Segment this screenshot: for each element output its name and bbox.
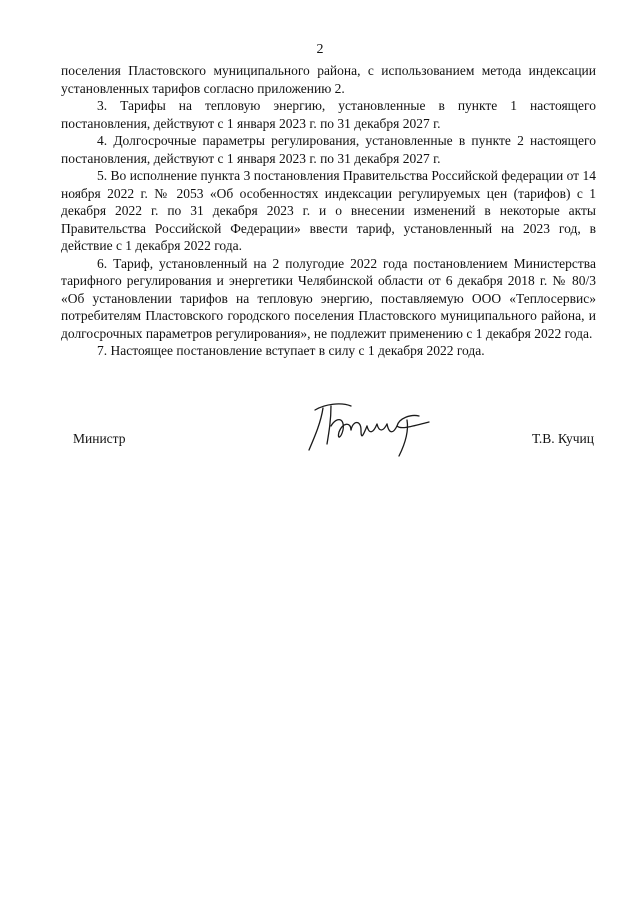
document-body [61,62,596,360]
paragraph-4: 4. Долгосрочные параметры регулирования, установленные в пункте 2 настоящего постановления, действуют с 1 января 2023 г. по 31 декабря 2027 г. [61,133,596,166]
paragraph-3: 3. Тарифы на тепловую энергию, установленные в пункте 1 настоящего постановления, действуют с 1 января 2023 г. по 31 декабря 2027 г. [61,98,596,131]
signatory-name: Т.В. Кучиц [531,431,594,446]
page-number: 2 [316,42,324,57]
paragraph-5: 5. Во исполнение пункта 3 постановления Правительства Российской федерации от 14 ноября 2022 г. № 2053 «Об особенностях индексации регулируемых цен (тарифов) с 1 декабря 2022 г. по 31 декабря 2023 г. и о внесении изменений в некоторые акты Правительства Российской Федерации» ввести тариф, установленный на 2023 год, в действие с 1 декабря 2022 года. [61,168,596,253]
handwritten-signature [301,400,441,462]
paragraph-6: 6. Тариф, установленный на 2 полугодие 2022 года постановлением Министерства тарифного регулирования и энергетики Челябинской области от 6 декабря 2018 г. № 80/3 «Об установлении тарифов на тепловую энергию, поставляемую ООО «Теплосервис» потребителям Пластовского городского поселения Пластовского муниципального района, и долгосрочных параметров регулирования», не подлежит применению с 1 декабря 2022 года. [61,255,596,341]
paragraph-continuation: поселения Пластовского муниципального района, с использованием метода индексации установленных тарифов согласно приложению 2. [61,63,596,96]
signature-block [61,400,596,470]
paragraph-7: 7. Настоящее постановление вступает в силу с 1 декабря 2022 года. [97,343,485,358]
signatory-position: Министр [73,431,126,446]
